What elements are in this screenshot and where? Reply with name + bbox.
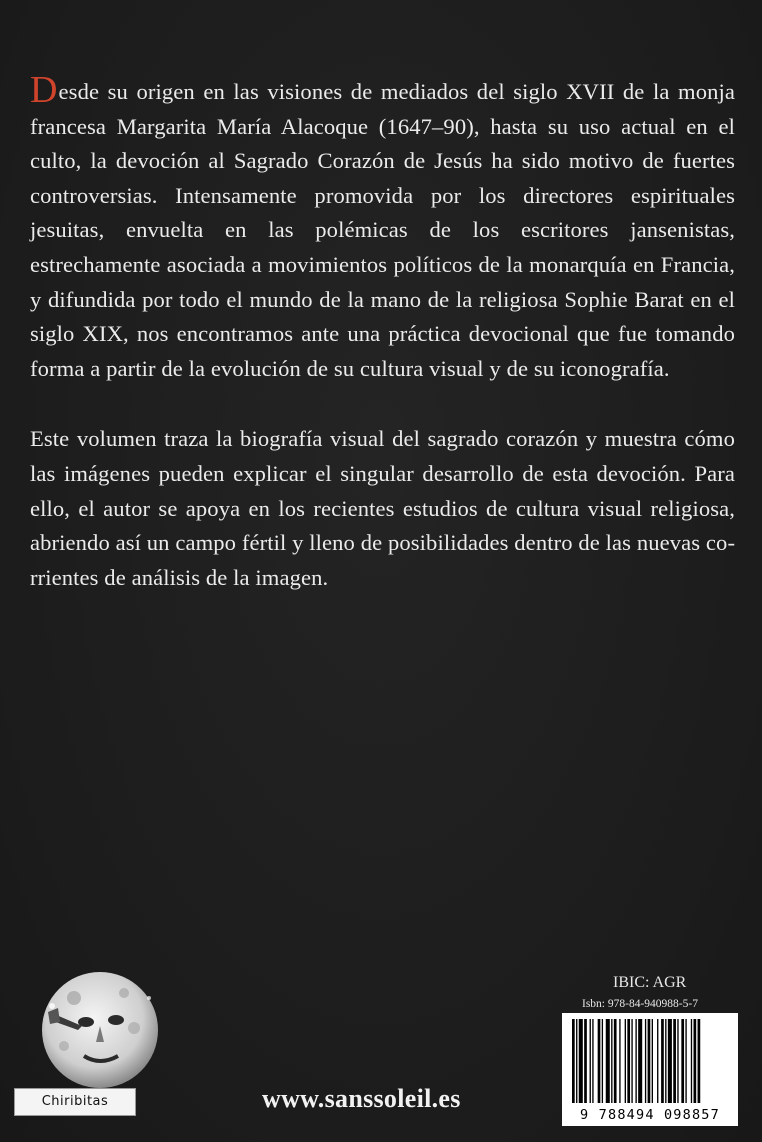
isbn-number: Isbn: 978-84-940988-5-7 [582,998,698,1010]
publisher-label: Chiribitas [14,1088,136,1116]
paragraph-2-text: Este volumen traza la biografía visual del sagrado corazón y muestra cómo las imágenes pueden explicar el singular desarrollo de esta devoción. Para ello, el autor se apoya en los recientes estudios de cultura visual religiosa, abriendo así un campo fértil y lleno de posibilidades dentro de las nuevas corrientes de análisis de la imagen. [30,426,735,590]
drop-cap: D [30,69,58,111]
barcode-icon [562,1013,738,1126]
blurb-paragraph-2 [30,422,735,595]
blurb-paragraph-1 [30,69,735,386]
blurb [30,69,735,595]
ibic-code: IBIC: AGR [613,974,687,991]
paragraph-1-text: esde su origen en las visiones de mediados del siglo XVII de la monja francesa Margarita María Alacoque (1647–90), hasta su uso actual en el culto, la devoción al Sagrado Corazón de Jesús ha sido motivo de fuertes controversias. Intensamente promovida por los directores espirituales jesuitas, envuelta en las polémicas de los escritores jansenistas, estrechamente asociada a movimientos políticos de la monarquía en Francia, y difundida por todo el mundo de la mano de la religiosa Sophie Barat en el siglo XIX, nos encontramos ante una práctica devocional que fue tomando forma a partir de la evolución de su cultura visual y de su iconografía. [30,79,735,381]
barcode-digits: 9 788494 098857 [580,1107,720,1123]
website-url: www.sanssoleil.es [262,1084,461,1113]
